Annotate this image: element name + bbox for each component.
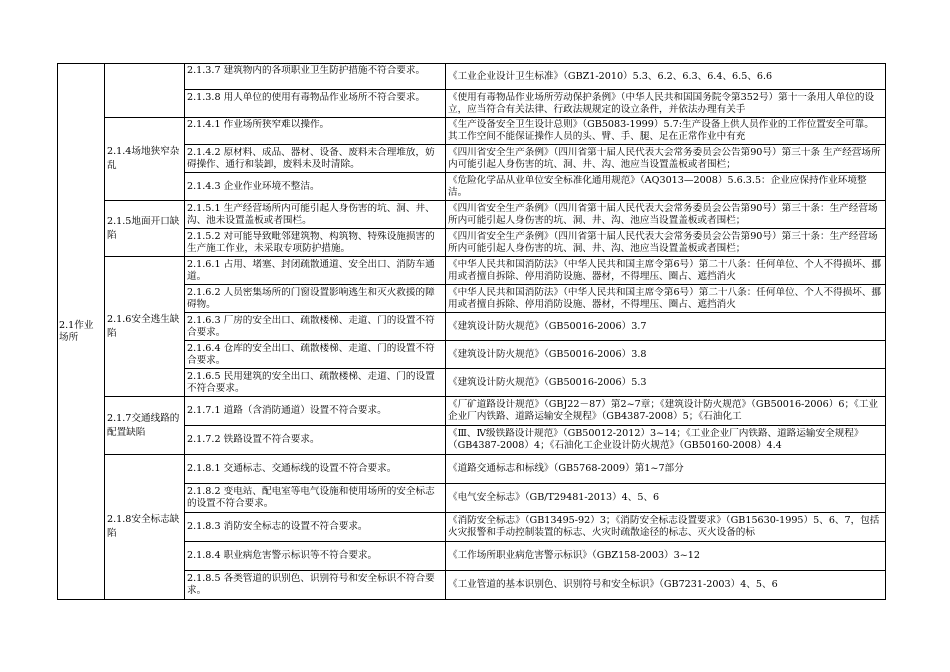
item-cell: 2.1.6.5 民用建筑的安全出口、疏散楼梯、走道、门的设置不符合要求。 [187, 370, 435, 394]
basis-cell: 《危险化学品从业单位安全标准化通用规范》（AQ3013—2008）5.6.3.5：企业应保持作业环境整洁。 [448, 174, 867, 198]
table-row [58, 455, 886, 484]
item-cell: 2.1.4.3 企业作业环境不整洁。 [187, 180, 320, 192]
item-cell: 2.1.6.1 占用、堵塞、封闭疏散通道、安全出口、消防车通道。 [187, 258, 435, 282]
basis-cell: 《中华人民共和国消防法》（中华人民共和国主席令第6号）第二十八条：任何单位、个人不得损坏、挪用或者擅自拆除、停用消防设施、器材，不得埋压、圈占、遮挡消火 [448, 286, 882, 310]
category-cell: 2.1.4场地狭窄杂乱 [105, 118, 185, 201]
basis-cell: 《道路交通标志和标线》（GB5768-2009）第1~7部分 [448, 463, 684, 474]
section-cell: 2.1作业场所 [58, 64, 105, 600]
basis-cell: 《使用有毒物品作业场所劳动保护条例》（中华人民共和国国务院令第352号）第十一条用人单位的设立，应当符合有关法律、行政法规规定的设立条件，并依法办理有关手 [448, 91, 875, 115]
basis-cell: 《中华人民共和国消防法》（中华人民共和国主席令第6号）第二十八条：任何单位、个人不得损坏、挪用或者擅自拆除、停用消防设施、器材，不得埋压、圈占、遮挡消火 [448, 258, 882, 282]
category-cell: 2.1.5地面开口缺陷 [105, 201, 185, 257]
item-cell: 2.1.3.7 建筑物内的各项职业卫生防护措施不符合要求。 [187, 64, 426, 76]
item-cell: 2.1.8.2 变电站、配电室等电气设施和使用场所的安全标志的设置不符合要求。 [187, 486, 435, 509]
basis-cell: 《生产设备安全卫生设计总则》（GB5083-1999）5.7:生产设备上供人员作业的工作位置安全可靠。其工作空间不能保证操作人员的头、臂、手、腿、足在正常作业中有充 [448, 119, 874, 142]
table-row [58, 201, 886, 229]
basis-cell: 《四川省安全生产条例》（四川省第十届人民代表大会常务委员会公告第90号）第三十条：生产经营场所内可能引起人身伤害的坑、洞、井、沟、池应当设置盖板或者围栏； [448, 202, 878, 226]
item-cell: 2.1.8.5 各类管道的识别色、识别符号和安全标识不符合要求。 [187, 573, 435, 596]
item-cell: 2.1.4.1 作业场所狭窄难以操作。 [187, 119, 330, 130]
category-cell: 2.1.6安全逃生缺陷 [105, 257, 185, 397]
basis-cell: 《四川省安全生产条例》（四川省第十届人民代表大会常务委员会公告第90号）第三十条 生产经营场所内可能引起人身伤害的坑、洞、井、沟、池应当设置盖板或者围栏； [448, 146, 881, 170]
item-cell: 2.1.3.8 用人单位的使用有毒物品作业场所不符合要求。 [187, 91, 426, 103]
basis-cell: 《消防安全标志》（GB13495-92）3；《消防安全标志设置要求》（GB15630-1995）5、6、7，包括火灾报警和手动控制装置的标志、火灾时疏散途径的标志、灭火设备的标 [448, 515, 880, 538]
basis-cell: 《工业企业设计卫生标准》（GBZ1-2010）5.3、6.2、6.3、6.4、6.5、6.6 [448, 70, 773, 82]
basis-cell: 《工业管道的基本识别色、识别符号和安全标识》（GB7231-2003）4、5、6 [448, 579, 778, 590]
category-cell [105, 64, 185, 118]
basis-cell: 《工作场所职业病危害警示标识》（GBZ158-2003）3~12 [448, 550, 700, 561]
category-cell: 2.1.8安全标志缺陷 [105, 455, 185, 600]
table-row [58, 257, 886, 285]
table-row [58, 64, 886, 90]
item-cell: 2.1.6.4 仓库的安全出口、疏散楼梯、走道、门的设置不符合要求。 [187, 342, 435, 366]
item-cell: 2.1.7.2 铁路设置不符合要求。 [187, 434, 320, 445]
basis-cell: 《建筑设计防火规范》（GB50016-2006）3.8 [448, 348, 647, 360]
basis-cell: 《电气安全标志》（GB/T29481-2013）4、5、6 [448, 492, 660, 503]
table-row [58, 118, 886, 145]
basis-cell: 《建筑设计防火规范》（GB50016-2006）5.3 [448, 376, 647, 388]
item-cell: 2.1.5.2 对可能导致毗邻建筑物、构筑物、特殊设施损害的生产施工作业，未采取专项防护措施。 [187, 230, 435, 254]
item-cell: 2.1.4.2 原材料、成品、器材、设备、废料未合理堆放，妨碍操作、通行和装卸，废料未及时清除。 [187, 146, 435, 170]
basis-cell: 《建筑设计防火规范》（GB50016-2006）3.7 [448, 320, 647, 332]
hazard-table [57, 63, 886, 600]
table-row [58, 397, 886, 426]
basis-cell: 《厂矿道路设计规范》（GBJ22－87）第2~7章；《建筑设计防火规范》（GB50016-2006）6；《工业企业厂内铁路、道路运输安全规程》（GB4387-2008）5；《石油化工 [448, 399, 879, 422]
item-cell: 2.1.8.4 职业病危害警示标识等不符合要求。 [187, 550, 378, 561]
item-cell: 2.1.8.1 交通标志、交通标线的设置不符合要求。 [187, 463, 397, 474]
item-cell: 2.1.7.1 道路（含消防通道）设置不符合要求。 [187, 405, 387, 416]
item-cell: 2.1.8.3 消防安全标志的设置不符合要求。 [187, 521, 368, 532]
item-cell: 2.1.5.1 生产经营场所内可能引起人身伤害的坑、洞、井、沟、池未设置盖板或者围栏。 [187, 202, 435, 226]
item-cell: 2.1.6.2 人员密集场所的门窗设置影响逃生和灭火救援的障碍物。 [187, 286, 435, 310]
basis-cell: 《Ⅲ、Ⅳ级铁路设计规范》（GB50012-2012）3~14；《工业企业厂内铁路、道路运输安全规程》（GB4387-2008）4；《石油化工企业设计防火规范》（GB50160-2008）4.4 [448, 428, 864, 451]
basis-cell: 《四川省安全生产条例》（四川省第十届人民代表大会常务委员会公告第90号）第三十条：生产经营场所内可能引起人身伤害的坑、洞、井、沟、池应当设置盖板或者围栏； [448, 230, 878, 254]
item-cell: 2.1.6.3 厂房的安全出口、疏散楼梯、走道、门的设置不符合要求。 [187, 314, 435, 338]
category-cell: 2.1.7交通线路的配置缺陷 [105, 397, 185, 455]
